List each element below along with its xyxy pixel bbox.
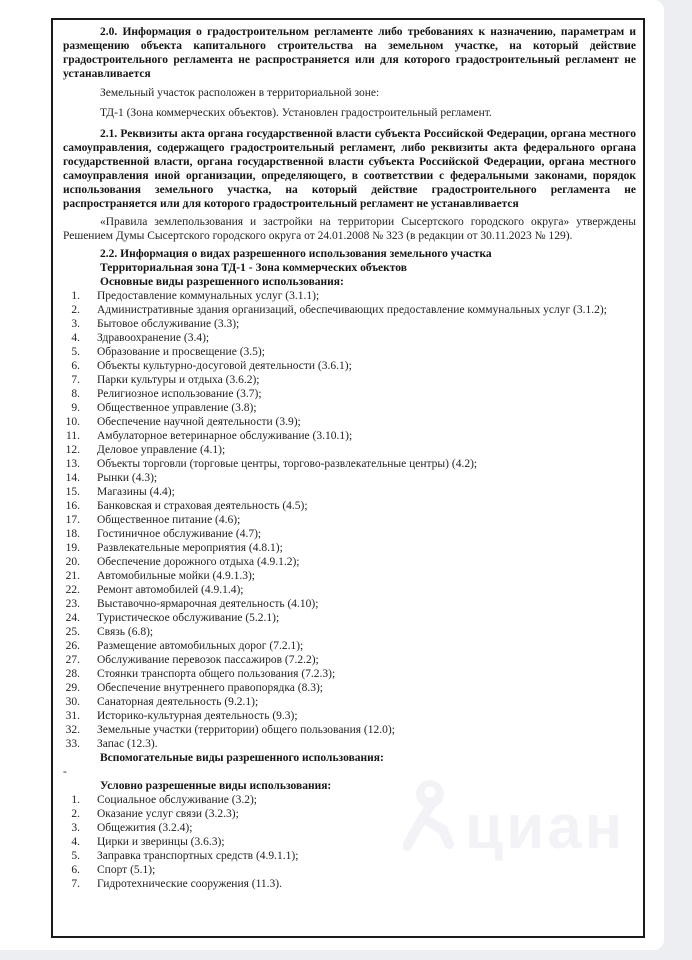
list-item-text: Санаторная деятельность (9.2.1); bbox=[97, 696, 259, 708]
list-item-text: Административные здания организаций, обеспечивающих предоставление коммунальных услуг (3.1.2); bbox=[97, 304, 607, 316]
list-item-text: Религиозное использование (3.7); bbox=[97, 388, 262, 400]
list-item-text: Гостиничное обслуживание (4.7); bbox=[97, 528, 262, 540]
list-item-text: Оказание услуг связи (3.2.3); bbox=[97, 808, 239, 820]
list-item-number: 23. bbox=[65, 598, 80, 610]
list-item-number: 33. bbox=[65, 738, 80, 750]
list-item bbox=[63, 737, 636, 751]
list-item-text: Гидротехнические сооружения (11.3). bbox=[97, 878, 283, 890]
aux-uses-placeholder: - bbox=[63, 766, 67, 778]
list-item-text: Развлекательные мероприятия (4.8.1); bbox=[97, 542, 283, 554]
list-item-text: Общежития (3.2.4); bbox=[97, 822, 193, 834]
list-item bbox=[63, 401, 636, 415]
list-item bbox=[63, 457, 636, 471]
cian-watermark-text: циан bbox=[465, 792, 626, 862]
list-item-text: Деловое управление (4.1); bbox=[97, 444, 226, 456]
list-item bbox=[63, 863, 636, 877]
list-item bbox=[63, 653, 636, 667]
list-item-number: 29. bbox=[65, 682, 80, 694]
territorial-zone-heading: Территориальная зона ТД-1 - Зона коммерческих объектов bbox=[100, 262, 407, 274]
list-item-text: Здравоохранение (3.4); bbox=[97, 332, 210, 344]
list-item bbox=[63, 849, 636, 863]
list-item bbox=[63, 527, 636, 541]
list-item bbox=[63, 835, 636, 849]
list-item-number: 26. bbox=[65, 640, 80, 652]
list-item-text: Социальное обслуживание (3.2); bbox=[97, 794, 257, 806]
list-item-number: 8. bbox=[71, 388, 80, 400]
list-item bbox=[63, 709, 636, 723]
document-content bbox=[63, 25, 636, 891]
list-item-number: 24. bbox=[65, 612, 80, 624]
list-item bbox=[63, 597, 636, 611]
list-item bbox=[63, 569, 636, 583]
list-item-number: 31. bbox=[65, 710, 80, 722]
list-item-number: 6. bbox=[71, 864, 80, 876]
list-item-number: 12. bbox=[65, 444, 80, 456]
list-item bbox=[63, 303, 636, 317]
list-item bbox=[63, 359, 636, 373]
list-item-text: Магазины (4.4); bbox=[97, 486, 175, 498]
list-item bbox=[63, 611, 636, 625]
conditional-uses-heading: Условно разрешенные виды использования: bbox=[100, 780, 332, 792]
rules-reference-paragraph: «Правила землепользования и застройки на территории Сысертского городского округа» утверждены Решением Думы Сысертского городского округа от 24.01.2008 № 323 (в редакции от 30.11.2023 № 129). bbox=[63, 216, 636, 242]
aux-uses-heading: Вспомогательные виды разрешенного использования: bbox=[100, 752, 384, 764]
list-item-text: Парки культуры и отдыха (3.6.2); bbox=[97, 374, 260, 386]
list-item-text: Объекты культурно-досуговой деятельности (3.6.1); bbox=[97, 360, 352, 372]
main-uses-list bbox=[63, 289, 636, 751]
list-item-number: 18. bbox=[65, 528, 80, 540]
section-2-1-paragraph: 2.1. Реквизиты акта органа государственной власти субъекта Российской Федерации, органа местного самоуправления, содержащего градостроительный регламент, либо реквизиты акта федерального органа государственной власти, органа государственной власти субъекта Российской Федерации, органа местного самоуправления иной организации, определяющего, в соответствии с федеральными законами, порядок использования земельного участка, на который действие градостроительного регламента не распространяется или для которого градостроительный регламент не устанавливается bbox=[63, 128, 636, 210]
list-item-number: 7. bbox=[71, 878, 80, 890]
list-item bbox=[63, 373, 636, 387]
list-item-number: 27. bbox=[65, 654, 80, 666]
list-item bbox=[63, 555, 636, 569]
list-item-text: Обеспечение научной деятельности (3.9); bbox=[97, 416, 301, 428]
list-item-text: Объекты торговли (торговые центры, торгово-развлекательные центры) (4.2); bbox=[97, 458, 478, 470]
list-item-number: 30. bbox=[65, 696, 80, 708]
list-item bbox=[63, 331, 636, 345]
list-item-number: 7. bbox=[71, 374, 80, 386]
list-item-number: 19. bbox=[65, 542, 80, 554]
list-item-number: 3. bbox=[71, 822, 80, 834]
list-item-number: 28. bbox=[65, 668, 80, 680]
list-item-number: 32. bbox=[65, 724, 80, 736]
list-item-number: 1. bbox=[71, 794, 80, 806]
list-item bbox=[63, 471, 636, 485]
list-item-text: Общественное управление (3.8); bbox=[97, 402, 257, 414]
zone-name-paragraph: ТД-1 (Зона коммерческих объектов). Установлен градостроительный регламент. bbox=[100, 107, 492, 119]
list-item-number: 2. bbox=[71, 808, 80, 820]
list-item bbox=[63, 345, 636, 359]
list-item bbox=[63, 625, 636, 639]
list-item-text: Спорт (5.1); bbox=[97, 864, 156, 876]
list-item bbox=[63, 513, 636, 527]
list-item-number: 20. bbox=[65, 556, 80, 568]
list-item-number: 14. bbox=[65, 472, 80, 484]
list-item-number: 21. bbox=[65, 570, 80, 582]
list-item bbox=[63, 821, 636, 835]
list-item bbox=[63, 289, 636, 303]
main-uses-heading: Основные виды разрешенного использования: bbox=[100, 276, 344, 288]
list-item-text: Стоянки транспорта общего пользования (7.2.3); bbox=[97, 668, 336, 680]
list-item-text: Ремонт автомобилей (4.9.1.4); bbox=[97, 584, 244, 596]
list-item-text: Банковская и страховая деятельность (4.5); bbox=[97, 500, 308, 512]
list-item bbox=[63, 499, 636, 513]
list-item bbox=[63, 485, 636, 499]
list-item-number: 4. bbox=[71, 836, 80, 848]
list-item-number: 17. bbox=[65, 514, 80, 526]
list-item bbox=[63, 415, 636, 429]
list-item-text: Бытовое обслуживание (3.3); bbox=[97, 318, 240, 330]
list-item-number: 16. bbox=[65, 500, 80, 512]
list-item-number: 11. bbox=[66, 430, 80, 442]
list-item-text: Связь (6.8); bbox=[97, 626, 154, 638]
list-item bbox=[63, 681, 636, 695]
list-item-text: Размещение автомобильных дорог (7.2.1); bbox=[97, 640, 304, 652]
list-item-number: 5. bbox=[71, 850, 80, 862]
list-item-text: Предоставление коммунальных услуг (3.1.1); bbox=[97, 290, 320, 302]
list-item-text: Амбулаторное ветеринарное обслуживание (3.10.1); bbox=[97, 430, 353, 442]
list-item bbox=[63, 877, 636, 891]
list-item bbox=[63, 723, 636, 737]
list-item-text: Цирки и зверинцы (3.6.3); bbox=[97, 836, 225, 848]
list-item-number: 9. bbox=[71, 402, 80, 414]
list-item bbox=[63, 387, 636, 401]
list-item bbox=[63, 807, 636, 821]
list-item-text: Заправка транспортных средств (4.9.1.1); bbox=[97, 850, 299, 862]
list-item bbox=[63, 443, 636, 457]
list-item bbox=[63, 667, 636, 681]
section-2-0-paragraph: 2.0. Информация о градостроительном регламенте либо требованиях к назначению, параметрам и размещению объекта капитального строительства на земельном участке, на который действие градостроительного регламента не распространяется или для которого градостроительный регламент не устанавливается bbox=[63, 26, 636, 80]
list-item-text: Обслуживание перевозок пассажиров (7.2.2); bbox=[97, 654, 319, 666]
zone-intro-paragraph: Земельный участок расположен в территориальной зоне: bbox=[100, 87, 380, 99]
list-item-text: Запас (12.3). bbox=[97, 738, 158, 750]
list-item-text: Рынки (4.3); bbox=[97, 472, 158, 484]
list-item-number: 2. bbox=[71, 304, 80, 316]
list-item-text: Обеспечение дорожного отдыха (4.9.1.2); bbox=[97, 556, 300, 568]
list-item bbox=[63, 793, 636, 807]
list-item-number: 10. bbox=[65, 416, 80, 428]
list-item-number: 15. bbox=[65, 486, 80, 498]
list-item-text: Обеспечение внутреннего правопорядка (8.3); bbox=[97, 682, 323, 694]
list-item bbox=[63, 317, 636, 331]
section-2-2-heading: 2.2. Информация о видах разрешенного использования земельного участка bbox=[100, 248, 492, 260]
list-item-text: Автомобильные мойки (4.9.1.3); bbox=[97, 570, 256, 582]
list-item-number: 1. bbox=[71, 290, 80, 302]
list-item bbox=[63, 583, 636, 597]
conditional-uses-list bbox=[63, 793, 636, 891]
list-item bbox=[63, 639, 636, 653]
list-item-text: Образование и просвещение (3.5); bbox=[97, 346, 265, 358]
list-item-text: Выставочно-ярмарочная деятельность (4.10); bbox=[97, 598, 319, 610]
list-item bbox=[63, 695, 636, 709]
list-item-number: 4. bbox=[71, 332, 80, 344]
list-item bbox=[63, 541, 636, 555]
list-item-number: 13. bbox=[65, 458, 80, 470]
list-item-text: Общественное питание (4.6); bbox=[97, 514, 241, 526]
list-item-text: Историко-культурная деятельность (9.3); bbox=[97, 710, 298, 722]
document-border-frame bbox=[51, 18, 645, 938]
list-item-number: 3. bbox=[71, 318, 80, 330]
list-item-text: Туристическое обслуживание (5.2.1); bbox=[97, 612, 280, 624]
list-item-number: 25. bbox=[65, 626, 80, 638]
list-item-number: 22. bbox=[65, 584, 80, 596]
list-item-number: 6. bbox=[71, 360, 80, 372]
list-item-text: Земельные участки (территории) общего пользования (12.0); bbox=[97, 724, 395, 736]
list-item-number: 5. bbox=[71, 346, 80, 358]
list-item bbox=[63, 429, 636, 443]
